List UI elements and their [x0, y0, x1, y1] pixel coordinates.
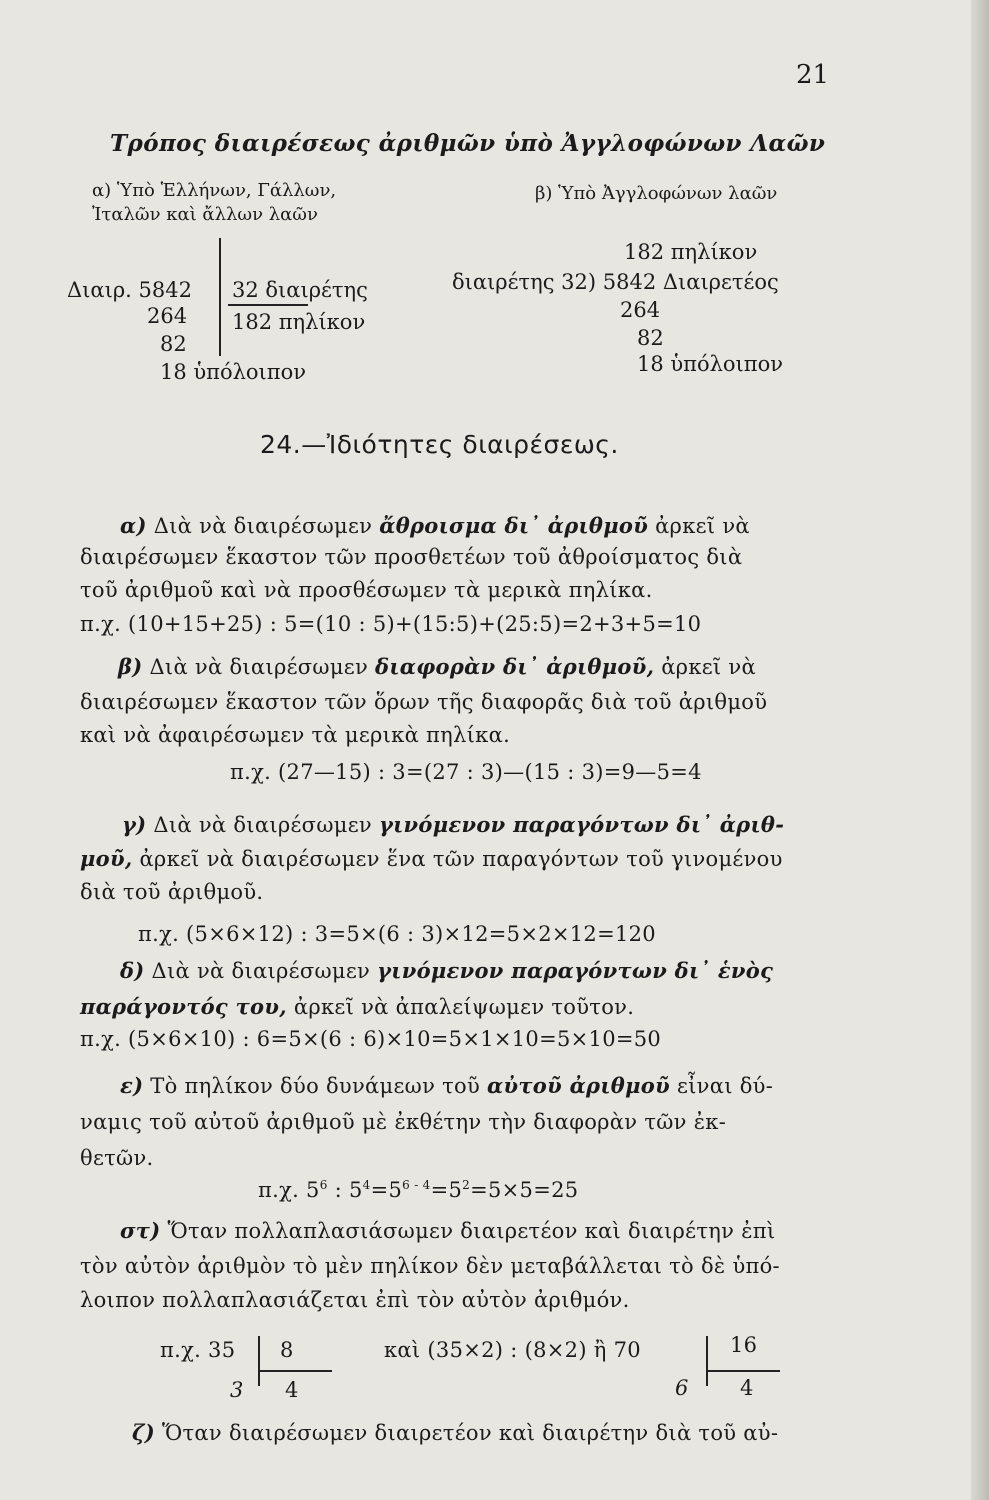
alpha-label: α) — [120, 513, 147, 538]
alpha-line3: τοῦ ἀριθμοῦ καὶ νὰ προσθέσωμεν τὰ μερικὰ πηλίκα. — [80, 578, 653, 602]
zeta-label: ζ) — [132, 1420, 155, 1445]
alpha-l1b: ἄθροισμα δι᾽ ἀριθμοῦ — [379, 513, 649, 538]
zeta-line1 — [132, 1420, 778, 1445]
stigma-line2: τὸν αὐτὸν ἀριθμὸν τὸ μὲν πηλίκον δὲν μεταβάλλεται τὸ δὲ ὑπό- — [80, 1254, 780, 1278]
stigma-line1 — [120, 1218, 775, 1243]
stigma-ex-vline2 — [706, 1336, 708, 1386]
eps-ex-d: =5 — [430, 1178, 463, 1202]
gamma-l1a: Διὰ νὰ διαιρέσωμεν — [153, 813, 372, 837]
eps-exp-a: 6 — [319, 1178, 328, 1192]
heading-title: Τρόπος διαιρέσεως ἀριθμῶν ὑπὸ Ἀγγλοφώνων Λαῶν — [110, 130, 826, 157]
delta-l1b: γινόμενον παραγόντων δι᾽ ἑνὸς — [377, 958, 774, 983]
stigma-ex-rem1: 3 — [230, 1378, 244, 1402]
section-heading — [260, 430, 619, 459]
stigma-ex-div1: 8 — [280, 1338, 294, 1362]
delta-l2b: ἀρκεῖ νὰ ἀπαλείψωμεν τοῦτον. — [293, 995, 635, 1019]
method-b-quotient: 182 πηλίκον — [624, 240, 758, 264]
beta-l1a: Διὰ νὰ διαιρέσωμεν — [149, 655, 369, 679]
epsilon-l1b: αὐτοῦ ἀριθμοῦ — [487, 1073, 670, 1098]
method-a-step1: 264 — [147, 304, 188, 328]
division-vertical-line — [219, 238, 221, 356]
stigma-label: στ) — [120, 1218, 161, 1243]
eps-exp-c: 6 - 4 — [402, 1178, 431, 1192]
section-number: 24.— — [260, 430, 327, 459]
eps-exp-d: 2 — [462, 1178, 471, 1192]
stigma-ex-q2: 4 — [740, 1376, 754, 1400]
alpha-line1 — [120, 513, 750, 538]
stigma-ex-hline2 — [708, 1370, 780, 1372]
gamma-line3: διὰ τοῦ ἀριθμοῦ. — [80, 880, 264, 904]
method-a-divisor: 32 διαιρέτης — [232, 278, 368, 302]
gamma-l1b: γινόμενον παραγόντων δι᾽ ἀριθ- — [378, 812, 785, 837]
alpha-example: π.χ. (10+15+25) : 5=(10 : 5)+(15:5)+(25:5)=2+3+5=10 — [80, 612, 702, 636]
delta-example: π.χ. (5×6×10) : 6=5×(6 : 6)×10=5×1×10=5×10=50 — [80, 1027, 662, 1051]
stigma-ex-rem2: 6 — [675, 1376, 689, 1400]
method-a-step2: 82 — [160, 332, 187, 356]
method-b-remainder: 18 ὑπόλοιπον — [637, 352, 784, 376]
delta-label: δ) — [120, 958, 145, 983]
section-title: Ἰδιότητες διαιρέσεως. — [326, 430, 619, 459]
method-a-quotient: 182 πηλίκον — [232, 310, 366, 334]
beta-l1c: ἀρκεῖ νὰ — [661, 655, 756, 679]
gamma-l2b: ἀρκεῖ νὰ διαιρέσωμεν ἕνα τῶν παραγόντων τοῦ γινομένου — [139, 847, 783, 871]
beta-line3: καὶ νὰ ἀφαιρέσωμεν τὰ μερικὰ πηλίκα. — [80, 723, 511, 747]
method-a-heading-line2: Ἰταλῶν καὶ ἄλλων λαῶν — [92, 204, 318, 225]
alpha-line2: διαιρέσωμεν ἕκαστον τῶν προσθετέων τοῦ ἀθροίσματος διὰ — [80, 545, 743, 569]
division-horizontal-line — [228, 304, 308, 306]
eps-ex-a: π.χ. 5 — [258, 1178, 320, 1202]
stigma-line3: λοιπον πολλαπλασιάζεται ἐπὶ τὸν αὐτὸν ἀριθμόν. — [80, 1288, 630, 1312]
method-b-divisor-dividend: διαιρέτης 32) 5842 Διαιρετέος — [452, 270, 779, 294]
stigma-ex-prefix: π.χ. 35 — [160, 1338, 236, 1362]
method-a-heading-line1: α) Ὑπὸ Ἑλλήνων, Γάλλων, — [92, 180, 337, 201]
gamma-line1 — [122, 812, 784, 837]
delta-l1a: Διὰ νὰ διαιρέσωμεν — [151, 959, 371, 983]
eps-ex-e: =5×5=25 — [470, 1178, 579, 1202]
epsilon-line1 — [120, 1073, 773, 1098]
alpha-l1a: Διὰ νὰ διαιρέσωμεν — [153, 514, 373, 538]
page-edge-shadow — [971, 0, 989, 1500]
method-b-step2: 82 — [637, 326, 664, 350]
eps-ex-b: : 5 — [327, 1178, 363, 1202]
beta-line2: διαιρέσωμεν ἕκαστον τῶν ὅρων τῆς διαφορᾶς διὰ τοῦ ἀριθμοῦ — [80, 690, 768, 714]
stigma-ex-q1: 4 — [285, 1378, 299, 1402]
epsilon-l1a: Τὸ πηλίκον δύο δυνάμεων τοῦ — [150, 1074, 481, 1098]
eps-ex-c: =5 — [370, 1178, 403, 1202]
epsilon-line3: θετῶν. — [80, 1146, 154, 1170]
stigma-ex-hline1 — [260, 1370, 332, 1372]
stigma-ex-vline1 — [258, 1336, 260, 1386]
stigma-ex-mid: καὶ (35×2) : (8×2) ἢ 70 — [384, 1338, 641, 1362]
beta-example: π.χ. (27—15) : 3=(27 : 3)—(15 : 3)=9—5=4 — [230, 760, 702, 784]
epsilon-l1c: εἶναι δύ- — [676, 1074, 774, 1098]
gamma-line2 — [80, 846, 783, 871]
stigma-l1: Ὅταν πολλαπλασιάσωμεν διαιρετέον καὶ διαιρέτην ἐπὶ — [167, 1219, 776, 1243]
delta-line1 — [120, 958, 773, 983]
epsilon-label: ε) — [120, 1073, 144, 1098]
stigma-ex-div2: 16 — [730, 1333, 758, 1357]
eps-exp-b: 4 — [362, 1178, 371, 1192]
method-a-remainder: 18 ὑπόλοιπον — [160, 360, 307, 384]
method-b-step1: 264 — [620, 298, 661, 322]
gamma-example: π.χ. (5×6×12) : 3=5×(6 : 3)×12=5×2×12=120 — [138, 922, 656, 946]
beta-l1b: διαφορὰν δι᾽ ἀριθμοῦ, — [375, 654, 655, 679]
zeta-l1: Ὅταν διαιρέσωμεν διαιρετέον καὶ διαιρέτην διὰ τοῦ αὐ- — [161, 1421, 779, 1445]
delta-line2 — [80, 994, 634, 1019]
method-a-dividend: Διαιρ. 5842 — [67, 278, 192, 302]
page-number: 21 — [796, 60, 830, 90]
method-b-heading: β) Ὑπὸ Ἀγγλοφώνων λαῶν — [535, 183, 778, 204]
epsilon-example — [258, 1178, 578, 1202]
alpha-l1c: ἀρκεῖ νὰ — [655, 514, 750, 538]
delta-l2a: παράγοντός του, — [80, 994, 287, 1019]
gamma-label: γ) — [122, 812, 147, 837]
gamma-l2a: μοῦ, — [80, 846, 133, 871]
epsilon-line2: ναμις τοῦ αὐτοῦ ἀριθμοῦ μὲ ἐκθέτην τὴν διαφορὰν τῶν ἐκ- — [80, 1110, 727, 1134]
beta-label: β) — [118, 654, 143, 679]
beta-line1 — [118, 654, 756, 679]
